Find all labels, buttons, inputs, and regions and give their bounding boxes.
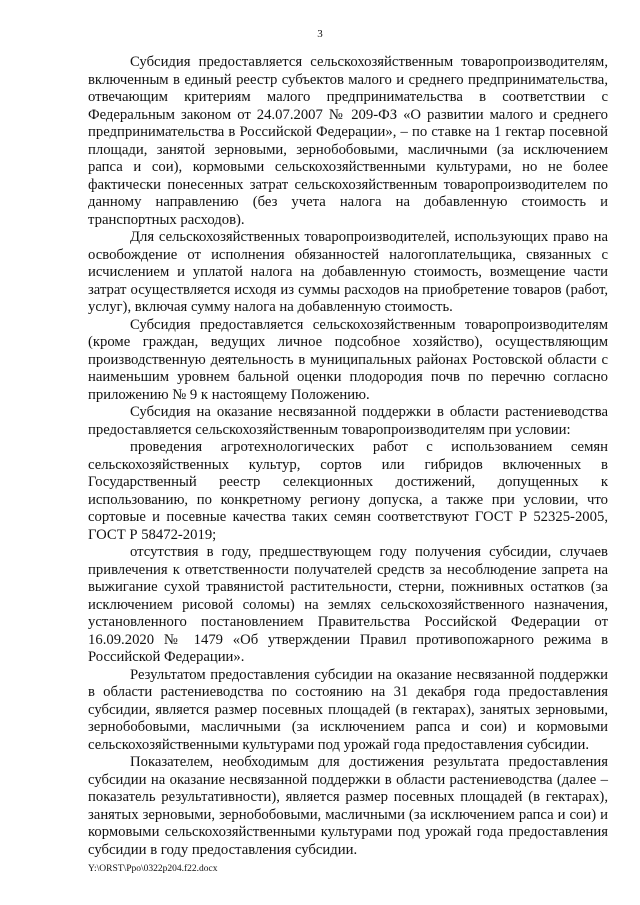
paragraph-performance-indicator: Показателем, необходимым для достижения результата предоставления субсидии на оказание несвязанной поддержки в области растениеводства (далее – показатель результативности), является размер посевных площадей (в гектарах), занятых зерновыми, зернобобовыми, масличными (за исключением рапса и сои) и кормовыми сельскохозяйственными культурами под урожай года предоставления субсидии в году предоставления субсидии. bbox=[88, 754, 608, 858]
paragraph-condition-no-burning: отсутствия в году, предшествующем году получения субсидии, случаев привлечения к ответственности получателей средств за несоблюдение запрета на выжигание сухой травянистой растительности, стерни, пожнивных остатков (за исключением рисовой соломы) на землях сельскохозяйственного назначения, установленного постановлением Правительства Российской Федерации от 16.09.2020 № 1479 «Об утверждении Правил противопожарного режима в Российской Федерации». bbox=[88, 544, 608, 665]
paragraph-result: Результатом предоставления субсидии на оказание несвязанной поддержки в области растениеводства по состоянию на 31 декабря года предоставления субсидии, является размер посевных площадей (в гектарах), занятых зерновыми, зернобобовыми, масличными (за исключением рапса и сои) и кормовыми сельскохозяйственными культурами под урожай года предоставления субсидии. bbox=[88, 666, 608, 753]
paragraph-subsidy-small-business: Субсидия предоставляется сельскохозяйственным товаропроизводителям, включенным в единый реестр субъектов малого и среднего предпринимательства, отвечающим критериям малого предпринимательства в соответствии с Федеральным законом от 24.07.2007 № 209-ФЗ «О развитии малого и среднего предпринимательства в Российской Федерации», – по ставке на 1 гектар посевной площади, занятой зерновыми, зернобобовыми, масличными (за исключением рапса и сои), кормовыми сельскохозяйственными культурами, но не более фактически понесенных затрат сельскохозяйственным товаропроизводителем по данному направлению (без учета налога на добавленную стоимость и транспортных расходов). bbox=[88, 54, 608, 228]
footer-file-path: Y:\ORST\Ppo\0322p204.f22.docx bbox=[88, 864, 218, 874]
page-number: 3 bbox=[317, 28, 323, 40]
paragraph-unrelated-support-conditions: Субсидия на оказание несвязанной поддержки в области растениеводства предоставляется сельскохозяйственным товаропроизводителям при условии: bbox=[88, 404, 608, 438]
document-body bbox=[88, 54, 608, 859]
paragraph-low-fertility-districts: Субсидия предоставляется сельскохозяйственным товаропроизводителям (кроме граждан, ведущих личное подсобное хозяйство), осуществляющим производственную деятельность в муниципальных районах Ростовской области с наименьшим уровнем бальной оценки плодородия почв по перечню согласно приложению № 9 к настоящему Положению. bbox=[88, 316, 608, 403]
paragraph-condition-seeds: проведения агротехнологических работ с использованием семян сельскохозяйственных культур, сортов или гибридов включенных в Государственный реестр селекционных достижений, допущенных к использованию, по конкретному региону допуска, а также при условии, что сортовые и посевные качества таких семян соответствуют ГОСТ Р 52325-2005, ГОСТ Р 58472-2019; bbox=[88, 439, 608, 543]
paragraph-vat-exemption: Для сельскохозяйственных товаропроизводителей, использующих право на освобождение от исполнения обязанностей налогоплательщика, связанных с исчислением и уплатой налога на добавленную стоимость, возмещение части затрат осуществляется исходя из суммы расходов на приобретение товаров (работ, услуг), включая сумму налога на добавленную стоимость. bbox=[88, 229, 608, 315]
